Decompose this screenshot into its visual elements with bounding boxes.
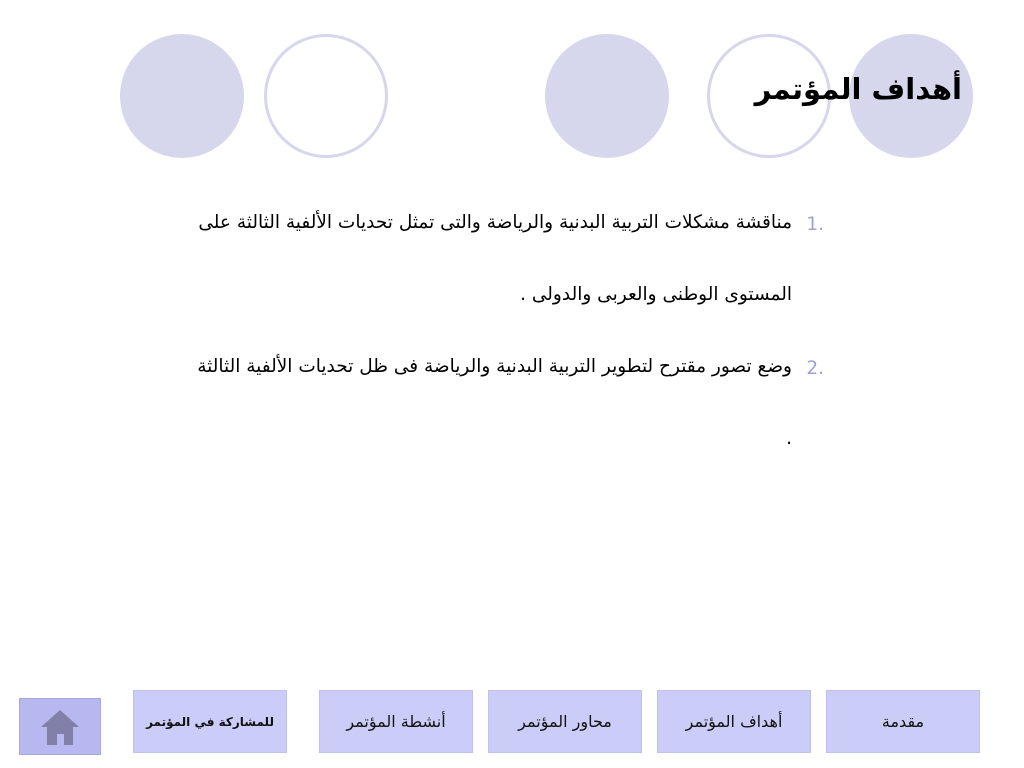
- nav-goals-button[interactable]: أهداف المؤتمر: [657, 690, 811, 753]
- list-item-text-line: المستوى الوطنى والعربى والدولى .: [520, 284, 792, 305]
- list-item-number: 2.: [806, 358, 824, 379]
- home-button[interactable]: [19, 698, 101, 755]
- nav-themes-button[interactable]: محاور المؤتمر: [488, 690, 642, 753]
- list-item-text-line: وضع تصور مقترح لتطوير التربية البدنية والرياضة فى ظل تحديات الألفية الثالثة: [197, 356, 792, 377]
- list-item-number: 1.: [806, 214, 824, 235]
- list-item-text-line: مناقشة مشكلات التربية البدنية والرياضة والتى تمثل تحديات الألفية الثالثة على: [198, 212, 792, 233]
- nav-intro-button[interactable]: مقدمة: [826, 690, 980, 753]
- decorative-circle-3: [545, 34, 669, 158]
- home-icon: [39, 706, 81, 748]
- list-item-text-line: .: [786, 428, 792, 449]
- slide-title: أهداف المؤتمر: [754, 72, 962, 106]
- nav-activities-button[interactable]: أنشطة المؤتمر: [319, 690, 473, 753]
- decorative-circle-2: [264, 34, 388, 158]
- nav-participation-button[interactable]: للمشاركة في المؤتمر: [133, 690, 287, 753]
- decorative-circle-1: [120, 34, 244, 158]
